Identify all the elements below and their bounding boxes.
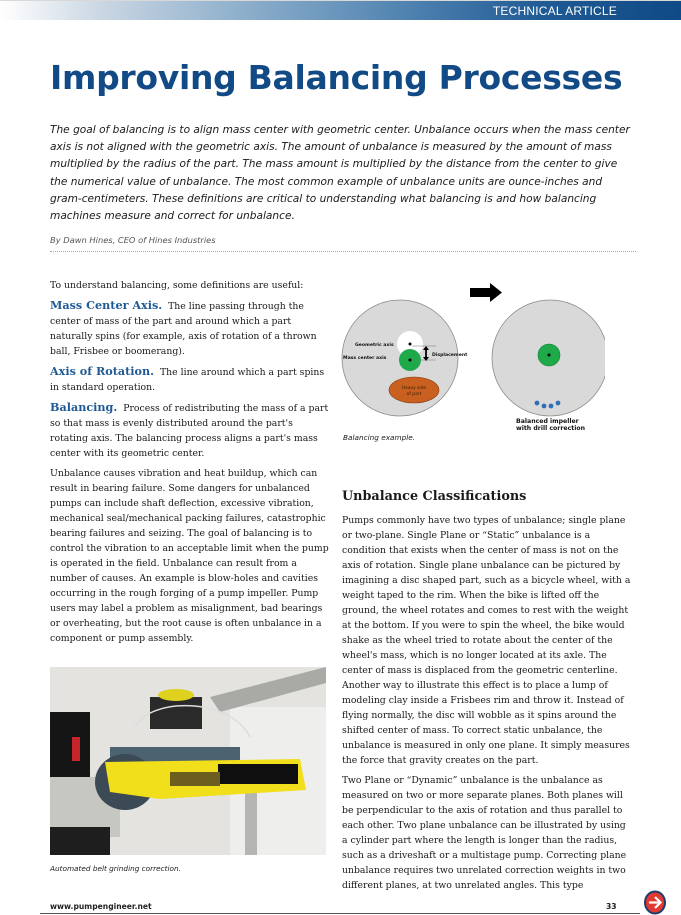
balanced-center-dot <box>548 354 551 357</box>
drill-hole <box>556 401 561 406</box>
definition-term: Axis of Rotation. <box>50 364 155 378</box>
next-page-arrow-icon[interactable] <box>643 890 667 915</box>
figure-caption: Automated belt grinding correction. <box>50 864 181 873</box>
drill-hole <box>549 404 554 409</box>
page-number: 33 <box>606 902 617 911</box>
definition-item <box>50 400 332 461</box>
mass-center-dot <box>409 359 412 362</box>
right-column <box>342 489 632 898</box>
definition-item <box>50 364 332 395</box>
definition-term: Balancing. <box>50 400 118 414</box>
definition-text: Process of redistributing the mass of a part so that mass is evenly distributed around the part's rotating axis. The balancing process aligns a part's mass center with its geometric center. <box>50 403 329 459</box>
belt-grinding-photo <box>50 667 326 855</box>
balanced-label-2: with drill correction <box>516 425 585 430</box>
geometric-axis-dot <box>409 343 412 346</box>
footer-url-link[interactable]: www.pumpengineer.net <box>50 902 152 911</box>
displacement-label: Displacement <box>432 353 468 358</box>
article-title: Improving Balancing Processes <box>50 58 623 97</box>
definition-text: The line passing through the center of mass of the part and around which a part naturally spins (for example, axis of rotation of a thrown ball, Frisbee or boomerang). <box>50 301 317 357</box>
byline: By Dawn Hines, CEO of Hines Industries <box>50 235 216 245</box>
right-arrow-icon <box>470 283 502 302</box>
body-paragraph: Two Plane or “Dynamic” unbalance is the unbalance as measured on two or more separate planes. Both planes will be perpendicular to the axis of rotation and thus parallel to each other. Two plane unbalance can be illustrated by using a cylinder part where the length is longer than the radius, such as a driveshaft or a multistage pump. Correcting plane unbalance requires two unrelated correction weights in two different planes, at two unrelated angles. This type <box>342 775 627 891</box>
definitions-intro: To understand balancing, some definitions are useful: <box>50 280 304 291</box>
definition-item <box>50 298 332 359</box>
balancing-diagram <box>340 280 605 430</box>
drill-hole <box>535 401 540 406</box>
article-lead: The goal of balancing is to align mass center with geometric center. Unbalance occurs when the mass center axis is not aligned with the geometric axis. The amount of unbalance is measured by the amount of mass multiplied by the radius of the part. The mass amount is multiplied by the distance from the center to give the numerical value of unbalance. The most common example of unbalance units are ounce-inches and gram-centimeters. These definitions are critical to understanding what balancing is and how balancing machines measure and correct for unbalance. <box>50 124 630 223</box>
footer-divider <box>40 913 640 914</box>
mass-center-label: Mass center axis <box>343 356 387 361</box>
divider <box>50 251 636 252</box>
section-header-bar <box>0 0 681 20</box>
heavy-side-label-2: of part <box>406 392 422 397</box>
body-paragraph: Unbalance causes vibration and heat buildup, which can result in bearing failure. Some dangers for unbalanced pumps can include shaft deflection, excessive vibration, mechanical seal/mechanical packing failures, catastrophic bearing failures and seizing. The goal of balancing is to control the vibration to an acceptable limit when the pump is operated in the field. Unbalance can result from a number of causes. An example is blow-holes and cavities occurring in the rough forging of a pump impeller. Pump users may label a problem as misalignment, bad bearings or overheating, but the root cause is often unbalance in a component or pump assembly. <box>50 468 329 644</box>
definition-text: The line around which a part spins in standard operation. <box>50 367 325 393</box>
figure-caption: Balancing example. <box>343 433 416 442</box>
heavy-side-label-1: Heavy side <box>401 386 427 391</box>
section-heading: Unbalance Classifications <box>342 489 527 504</box>
left-column <box>50 278 332 651</box>
definition-term: Mass Center Axis. <box>50 298 163 312</box>
balanced-label-1: Balanced impeller <box>516 418 579 425</box>
body-paragraph: Pumps commonly have two types of unbalance; single plane or two-plane. Single Plane or “Static” unbalance is a condition that exists when the center of mass is not on the axis of rotation. Single plane unbalance can be pictured by imagining a disc shaped part, such as a bicycle wheel, with a weight taped to the rim. When the bike is lifted off the ground, the wheel rotates and comes to rest with the weight at the bottom. If you were to spin the wheel, the bike would shake as the wheel tried to rotate about the center of the wheel's mass, which is no longer located at its axle. The center of mass is displaced from the geometric centerline. Another way to illustrate this effect is to place a lump of modeling clay inside a Frisbees rim and throw it. Instead of flying normally, the disc will wobble as it spins around the shifted center of mass. To correct static unbalance, the unbalance is measured in only one plane. It simply measures the force that gravity creates on the part. <box>342 515 631 766</box>
section-label: TECHNICAL ARTICLE <box>492 4 617 18</box>
geometric-axis-label: Geometric axis <box>355 343 394 348</box>
drill-hole <box>542 404 547 409</box>
